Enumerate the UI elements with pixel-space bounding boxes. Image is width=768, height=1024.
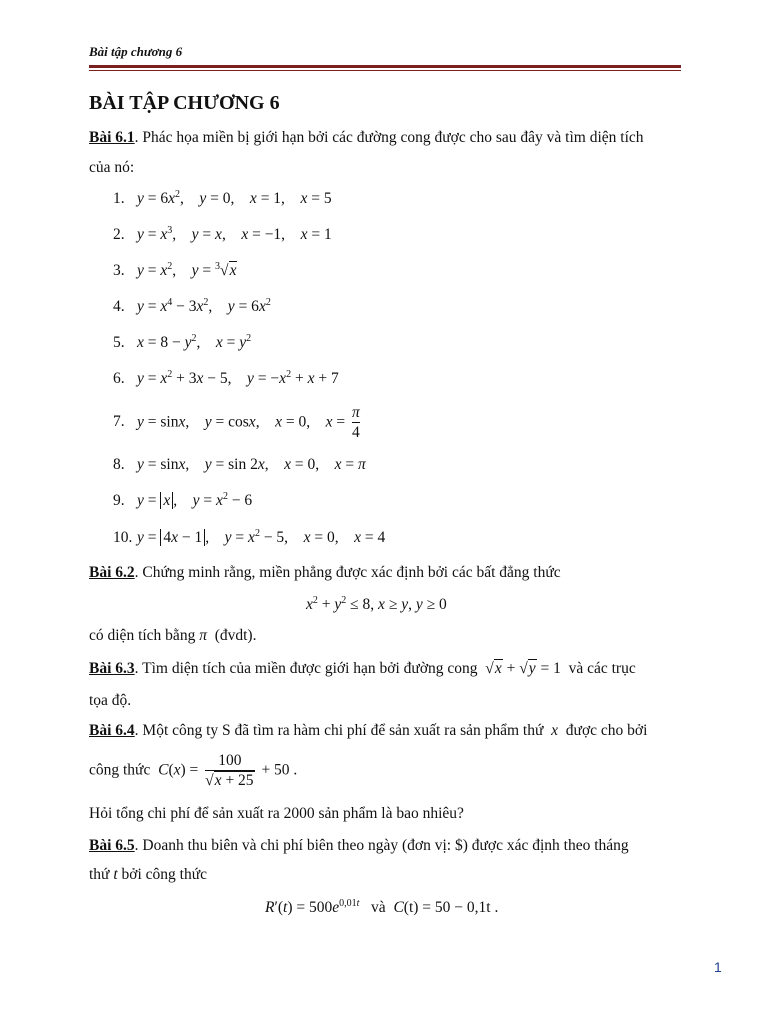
list-item: 8. y = sinx, y = sin 2x, x = 0, x = π: [113, 456, 366, 473]
list-item: 1. $y = 6x^2$, y = 0, x = 1, x = 5: [113, 189, 332, 208]
list-item: 4. $y = x^4 - 3x^2$, $y = 6x^2$: [113, 297, 271, 316]
exercise-label: Bài 6.1: [89, 129, 135, 146]
exercise-6-5-cont: thứ t bởi công thức: [89, 866, 208, 883]
list-item: 10. y = 4x − 1 , $y = x^2 - 5$, x = 0, x = 4: [113, 528, 386, 547]
list-item: 6. $y = x^2 + 3x - 5$, $y = -x^2 + x + 7$: [113, 369, 339, 388]
inequality-formula: $x^2 + y^2 \le 8$, x ≥ y, y ≥ 0: [306, 595, 447, 614]
page-number: 1: [714, 959, 722, 975]
running-header: Bài tập chương 6: [89, 44, 183, 59]
exercise-6-1-intro: Bài 6.1. Phác họa miền bị giới hạn bởi các đường cong được cho sau đây và tìm diện tích: [89, 129, 644, 146]
list-item: 7. y = sinx, y = cosx, x = 0, x = $\frac{\pi}{4}$: [113, 404, 360, 441]
revenue-cost-formula: $R'(t) = 500e^{0,01t}$ và C(t) = 50 − 0,1t .: [265, 898, 499, 917]
header-rule-thick: [89, 65, 681, 68]
header-rule-thin: [89, 70, 681, 71]
exercise-6-4-question: Hỏi tổng chi phí để sản xuất ra 2000 sản phẩm là bao nhiêu?: [89, 805, 464, 822]
list-item: 3. $y = x^2$, y = $^3$√x: [113, 261, 237, 280]
list-item: 2. $y = x^3$, y = x, x = −1, x = 1: [113, 225, 332, 244]
cost-formula: công thức C(x) = $\frac{100}{√x + 25}$ + 50 .: [89, 752, 298, 789]
exercise-6-3: Bài 6.3. Tìm diện tích của miền được giới hạn bởi đường cong √x + √y = 1 và các trục: [89, 660, 636, 677]
exercise-6-4: Bài 6.4. Một công ty S đã tìm ra hàm chi phí để sản xuất ra sản phẩm thứ x được cho bởi: [89, 722, 648, 739]
exercise-6-1-intro-cont: của nó:: [89, 159, 135, 176]
list-item: 5. $x = 8 - y^2$, $x = y^2$: [113, 333, 252, 352]
exercise-6-3-cont: tọa độ.: [89, 692, 132, 709]
list-item: 9. y = x , $y = x^2 - 6$: [113, 491, 253, 510]
exercise-6-2-result: có diện tích bằng π (đvdt).: [89, 627, 257, 644]
exercise-6-2: Bài 6.2. Chứng minh rằng, miền phẳng được xác định bởi các bất đẳng thức: [89, 564, 561, 581]
chapter-title: BÀI TẬP CHƯƠNG 6: [89, 92, 280, 114]
exercise-6-5: Bài 6.5. Doanh thu biên và chi phí biên theo ngày (đơn vị: $) được xác định theo tháng: [89, 837, 629, 854]
